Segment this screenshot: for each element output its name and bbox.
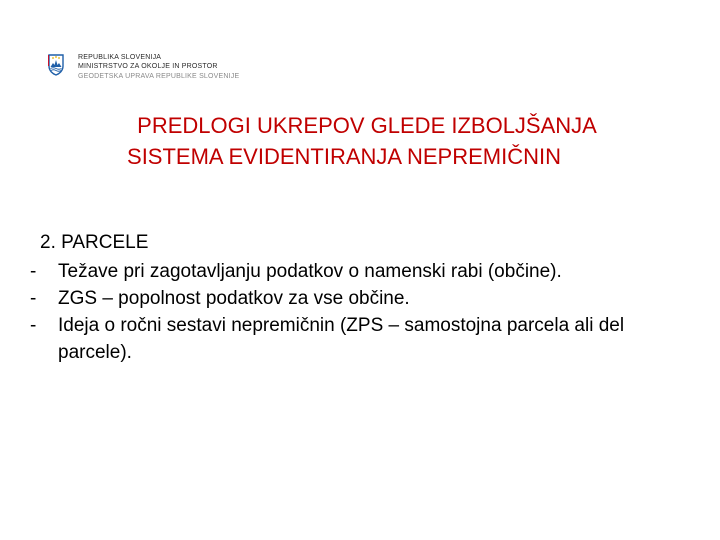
logo-line-ministry: MINISTRSTVO ZA OKOLJE IN PROSTOR	[78, 63, 218, 70]
bullet-marker: -	[30, 288, 37, 309]
institution-logo	[48, 50, 248, 90]
section-heading: 2. PARCELE	[40, 232, 149, 253]
bullet-marker: -	[30, 315, 37, 336]
bullet-text: Ideja o ročni sestavi nepremičnin (ZPS – samostojna parcela ali del parcele).	[58, 315, 625, 363]
coat-of-arms-icon	[48, 54, 64, 76]
logo-text	[78, 53, 239, 81]
title-line-2: SISTEMA EVIDENTIRANJA NEPREMIČNIN	[127, 144, 561, 169]
list-item	[30, 285, 680, 312]
slide-title	[0, 110, 720, 172]
bullet-text: Težave pri zagotavljanju podatkov o namenski rabi (občine).	[58, 261, 562, 282]
bullet-list	[30, 258, 680, 366]
bullet-marker: -	[30, 261, 37, 282]
bullet-text: ZGS – popolnost podatkov za vse občine.	[58, 288, 410, 309]
logo-line-republic: REPUBLIKA SLOVENIJA	[78, 54, 162, 61]
list-item	[30, 312, 680, 366]
logo-line-agency: GEODETSKA UPRAVA REPUBLIKE SLOVENIJE	[78, 73, 240, 80]
title-line-1: PREDLOGI UKREPOV GLEDE IZBOLJŠANJA	[137, 113, 597, 138]
list-item	[30, 258, 680, 285]
